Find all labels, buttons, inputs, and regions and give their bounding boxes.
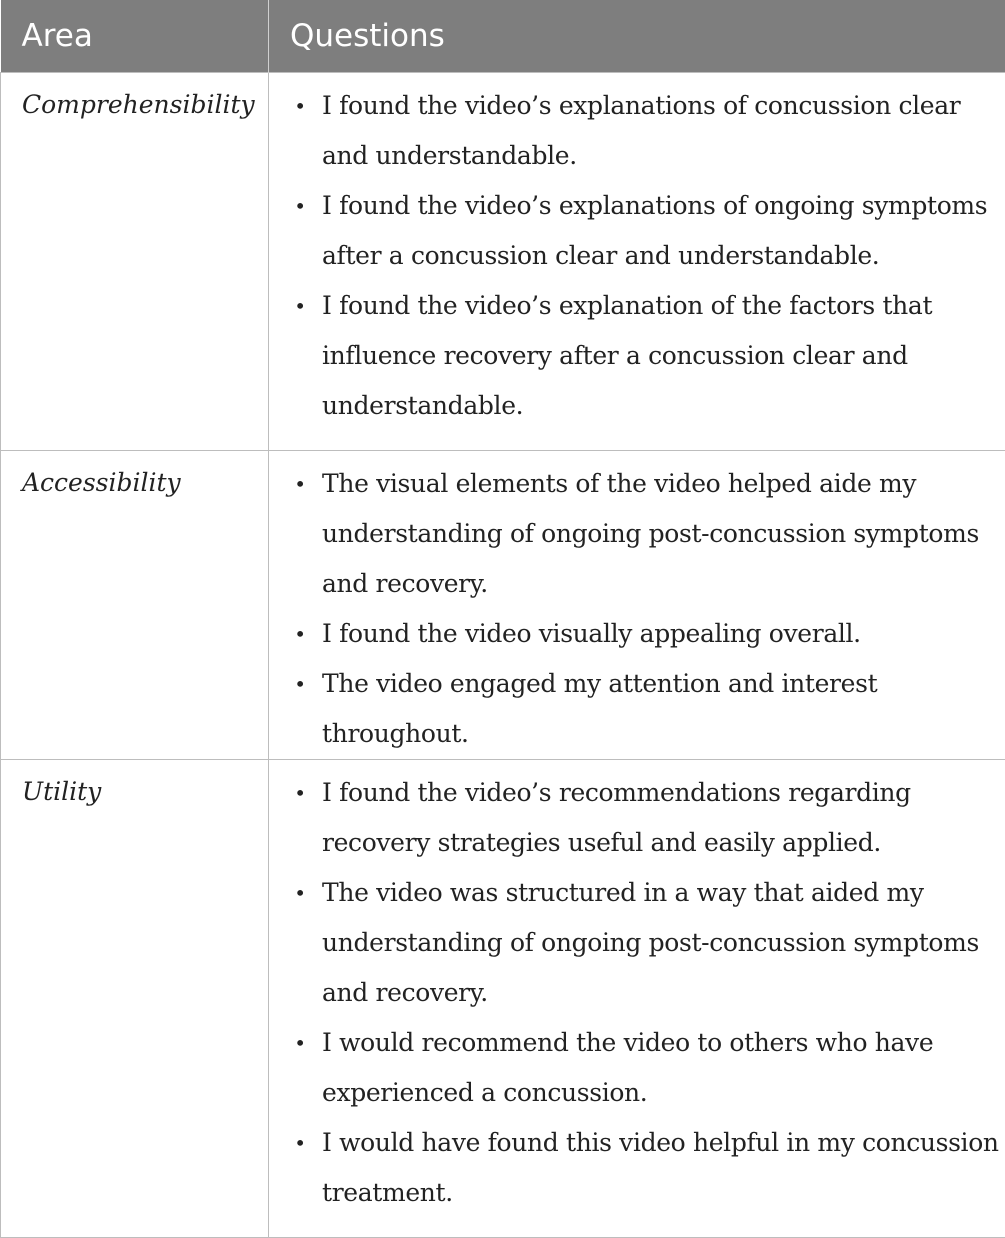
list-item: [269, 181, 1005, 281]
bullet-icon: •: [290, 1018, 310, 1068]
question-text: I found the video visually appealing overall.: [322, 619, 861, 648]
table-row: [1, 73, 1005, 451]
table-row: [1, 451, 1005, 760]
question-text: The video engaged my attention and interest throughout.: [322, 669, 877, 748]
list-item: [269, 659, 1005, 759]
bullet-icon: •: [290, 181, 310, 231]
header-questions: Questions: [269, 0, 1005, 73]
questions-cell: [269, 73, 1005, 451]
list-item: [269, 1018, 1005, 1118]
area-cell: Accessibility: [1, 451, 269, 760]
list-item: [269, 868, 1005, 1018]
question-list: [269, 459, 1005, 759]
header-row: [1, 0, 1005, 73]
header-area: Area: [1, 0, 269, 73]
question-text: The visual elements of the video helped aide my understanding of ongoing post-concussion symptoms and recovery.: [322, 469, 979, 598]
table-row: [1, 760, 1005, 1238]
questions-cell: [269, 451, 1005, 760]
question-text: I found the video’s recommendations regarding recovery strategies useful and easily applied.: [322, 778, 911, 857]
question-text: I found the video’s explanations of concussion clear and understandable.: [322, 91, 960, 170]
question-list: [269, 768, 1005, 1218]
question-text: I found the video’s explanations of ongoing symptoms after a concussion clear and understandable.: [322, 191, 987, 270]
list-item: [269, 1118, 1005, 1218]
list-item: [269, 768, 1005, 868]
questions-cell: [269, 760, 1005, 1238]
question-text: The video was structured in a way that aided my understanding of ongoing post-concussion symptoms and recovery.: [322, 878, 979, 1007]
question-text: I would have found this video helpful in my concussion treatment.: [322, 1128, 999, 1207]
bullet-icon: •: [290, 1118, 310, 1168]
bullet-icon: •: [290, 868, 310, 918]
list-item: [269, 81, 1005, 181]
list-item: [269, 459, 1005, 609]
bullet-icon: •: [290, 81, 310, 131]
question-text: I found the video’s explanation of the factors that influence recovery after a concussion clear and understandable.: [322, 291, 932, 420]
bullet-icon: •: [290, 609, 310, 659]
question-text: I would recommend the video to others who have experienced a concussion.: [322, 1028, 933, 1107]
list-item: [269, 281, 1005, 431]
bullet-icon: •: [290, 659, 310, 709]
area-cell: Comprehensibility: [1, 73, 269, 451]
question-list: [269, 81, 1005, 431]
bullet-icon: •: [290, 281, 310, 331]
bullet-icon: •: [290, 459, 310, 509]
list-item: [269, 609, 1005, 659]
area-cell: Utility: [1, 760, 269, 1238]
bullet-icon: •: [290, 768, 310, 818]
